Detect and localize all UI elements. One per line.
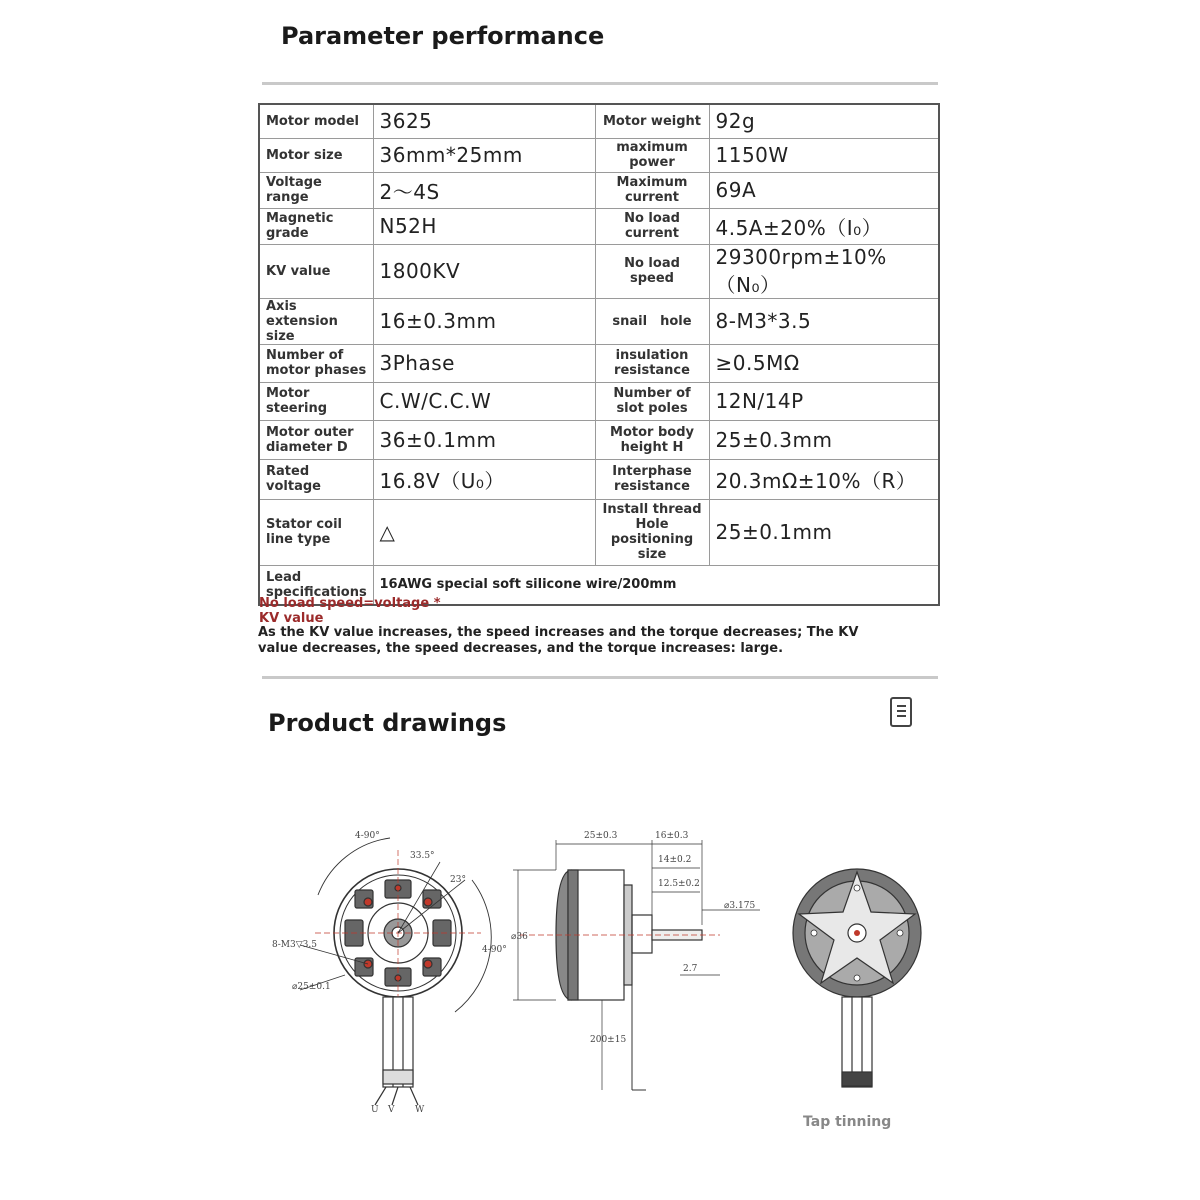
- parameter-value: 16±0.3mm: [373, 298, 595, 344]
- parameter-label: Stator coil line type: [259, 499, 373, 565]
- parameter-value: 29300rpm±10%（N₀）: [709, 244, 939, 298]
- kv-explanation: As the KV value increases, the speed increases and the torque decreases; The KV value decreases, the speed decreases, and the torque increases: large.: [258, 625, 859, 656]
- side-dim-12: 12.5±0.2: [658, 879, 700, 889]
- parameter-label: Number of slot poles: [595, 382, 709, 420]
- parameter-value: 1800KV: [373, 244, 595, 298]
- wire-label-w: W: [415, 1105, 425, 1115]
- side-shaft-diameter: ⌀3.175: [724, 901, 756, 911]
- front-screw-spec: 8-M3▽3.5: [272, 940, 317, 950]
- kv-formula: No load speed=voltage * KV value: [259, 596, 441, 626]
- parameter-value: △: [373, 499, 595, 565]
- side-lead-length: 200±15: [590, 1035, 627, 1045]
- parameter-value: 1150W: [709, 138, 939, 172]
- lead-value: 16AWG special soft silicone wire/200mm: [373, 565, 939, 605]
- lead-label: Lead specifications: [259, 565, 373, 605]
- parameter-title: Parameter performance: [281, 22, 605, 50]
- parameter-value: ≥0.5MΩ: [709, 344, 939, 382]
- front-angle-right: 4-90°: [482, 945, 507, 955]
- front-angle-33: 33.5°: [410, 851, 435, 861]
- parameter-label: Magnetic grade: [259, 208, 373, 244]
- parameter-label: Voltage range: [259, 172, 373, 208]
- side-diameter: ⌀36: [511, 932, 528, 942]
- parameter-value: 16.8V（U₀）: [373, 459, 595, 499]
- side-body-length: 25±0.3: [584, 831, 618, 841]
- parameter-label: Rated voltage: [259, 459, 373, 499]
- parameter-label: No load current: [595, 208, 709, 244]
- parameter-label: Motor steering: [259, 382, 373, 420]
- wire-label-v: V: [388, 1105, 395, 1115]
- parameter-value: 25±0.3mm: [709, 420, 939, 459]
- side-shaft-extension: 16±0.3: [655, 831, 689, 841]
- parameter-value: C.W/C.C.W: [373, 382, 595, 420]
- parameter-value: 8-M3*3.5: [709, 298, 939, 344]
- front-angle-23: 23°: [450, 875, 466, 885]
- back-view: [793, 869, 921, 1087]
- front-bolt-circle: ⌀25±0.1: [292, 982, 331, 992]
- parameter-value: 4.5A±20%（I₀）: [709, 208, 939, 244]
- parameter-value: 3625: [373, 104, 595, 138]
- parameter-value: 69A: [709, 172, 939, 208]
- parameter-label: Maximum current: [595, 172, 709, 208]
- parameter-label: No load speed: [595, 244, 709, 298]
- side-dim-14: 14±0.2: [658, 855, 692, 865]
- parameter-label: Motor size: [259, 138, 373, 172]
- parameter-value: 36±0.1mm: [373, 420, 595, 459]
- side-view: [513, 840, 760, 1090]
- wire-label-u: U: [371, 1105, 379, 1115]
- parameter-value: 12N/14P: [709, 382, 939, 420]
- parameter-label: Number of motor phases: [259, 344, 373, 382]
- parameter-label: insulation resistance: [595, 344, 709, 382]
- tap-tinning-caption: Tap tinning: [803, 1114, 892, 1130]
- parameter-label: Motor body height H: [595, 420, 709, 459]
- parameter-label: Install thread Hole positioning size: [595, 499, 709, 565]
- parameter-label: KV value: [259, 244, 373, 298]
- parameter-label: Motor model: [259, 104, 373, 138]
- parameter-value: 3Phase: [373, 344, 595, 382]
- parameter-label: snail hole: [595, 298, 709, 344]
- parameter-value: 20.3mΩ±10%（R）: [709, 459, 939, 499]
- front-angle-top: 4-90°: [355, 831, 380, 841]
- parameter-label: Interphase resistance: [595, 459, 709, 499]
- drawings-title: Product drawings: [268, 709, 507, 737]
- parameter-value: 2～4S: [373, 172, 595, 208]
- parameter-label: maximum power: [595, 138, 709, 172]
- parameter-value: 25±0.1mm: [709, 499, 939, 565]
- parameter-value: 36mm*25mm: [373, 138, 595, 172]
- parameter-label: Motor outer diameter D: [259, 420, 373, 459]
- parameter-value: N52H: [373, 208, 595, 244]
- parameter-value: 92g: [709, 104, 939, 138]
- parameter-label: Motor weight: [595, 104, 709, 138]
- parameter-label: Axis extension size: [259, 298, 373, 344]
- side-dim-2-7: 2.7: [683, 964, 698, 974]
